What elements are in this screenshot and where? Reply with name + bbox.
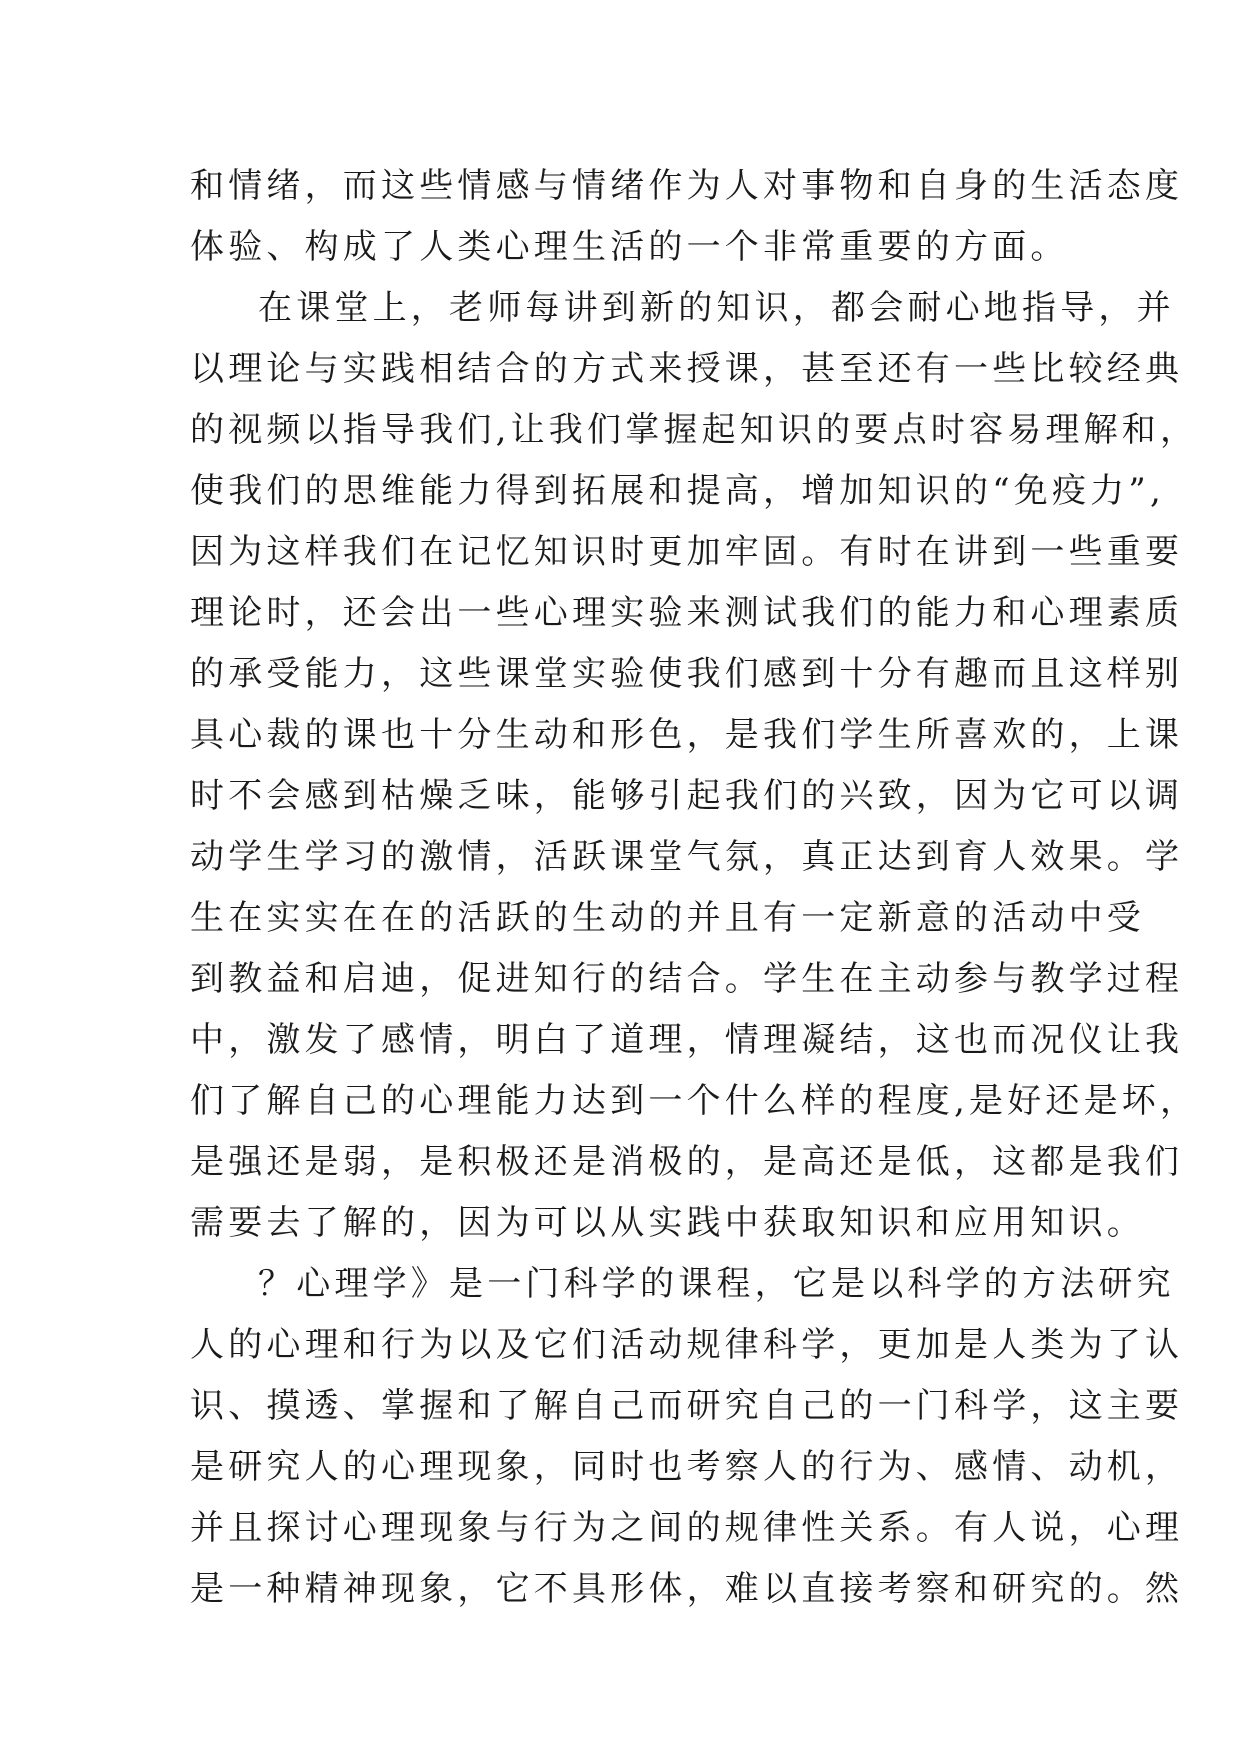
paragraph-start-line: 在课堂上，老师每讲到新的知识，都会耐心地指导，并: [258, 288, 1175, 328]
text-line: 动学生学习的激情，活跃课堂气氛，真正达到育人效果。学: [190, 837, 1184, 877]
text-line: 中，激发了感情，明白了道理，情理凝结，这也而况仪让我: [190, 1020, 1184, 1060]
text-line: 需要去了解的，因为可以从实践中获取知识和应用知识。: [190, 1203, 1145, 1243]
text-line: 理论时，还会出一些心理实验来测试我们的能力和心理素质: [190, 593, 1184, 633]
text-line: 人的心理和行为以及它们活动规律科学，更加是人类为了认: [190, 1325, 1184, 1365]
text-line: 并且探讨心理现象与行为之间的规律性关系。有人说，心理: [190, 1508, 1184, 1548]
text-line: 和情绪，而这些情感与情绪作为人对事物和自身的生活态度: [190, 166, 1184, 206]
text-line: 到教益和启迪，促进知行的结合。学生在主动参与教学过程: [190, 959, 1184, 999]
text-line: 识、摸透、掌握和了解自己而研究自己的一门科学，这主要: [190, 1386, 1184, 1426]
text-line: 是一种精神现象，它不具形体，难以直接考察和研究的。然: [190, 1569, 1184, 1609]
paragraph-start-line: ？心理学》是一门科学的课程，它是以科学的方法研究: [258, 1264, 1175, 1304]
text-line: 使我们的思维能力得到拓展和提高，增加知识的“免疫力”,: [190, 471, 1165, 511]
text-line: 的承受能力，这些课堂实验使我们感到十分有趣而且这样别: [190, 654, 1184, 694]
text-line: 的视频以指导我们,让我们掌握起知识的要点时容易理解和，: [190, 410, 1199, 450]
text-line: 体验、构成了人类心理生活的一个非常重要的方面。: [190, 227, 1069, 267]
text-line: 具心裁的课也十分生动和形色，是我们学生所喜欢的，上课: [190, 715, 1184, 755]
text-line: 是强还是弱，是积极还是消极的，是高还是低，这都是我们: [190, 1142, 1184, 1182]
text-line: 们了解自己的心理能力达到一个什么样的程度,是好还是坏，: [190, 1081, 1199, 1121]
text-line: 以理论与实践相结合的方式来授课，甚至还有一些比较经典: [190, 349, 1184, 389]
document-body: [190, 156, 1199, 1620]
text-line: 是研究人的心理现象，同时也考察人的行为、感情、动机，: [190, 1447, 1184, 1487]
text-line: 因为这样我们在记忆知识时更加牢固。有时在讲到一些重要: [190, 532, 1184, 572]
text-line: 生在实实在在的活跃的生动的并且有一定新意的活动中受: [190, 898, 1145, 938]
text-line: 时不会感到枯燥乏味，能够引起我们的兴致，因为它可以调: [190, 776, 1184, 816]
